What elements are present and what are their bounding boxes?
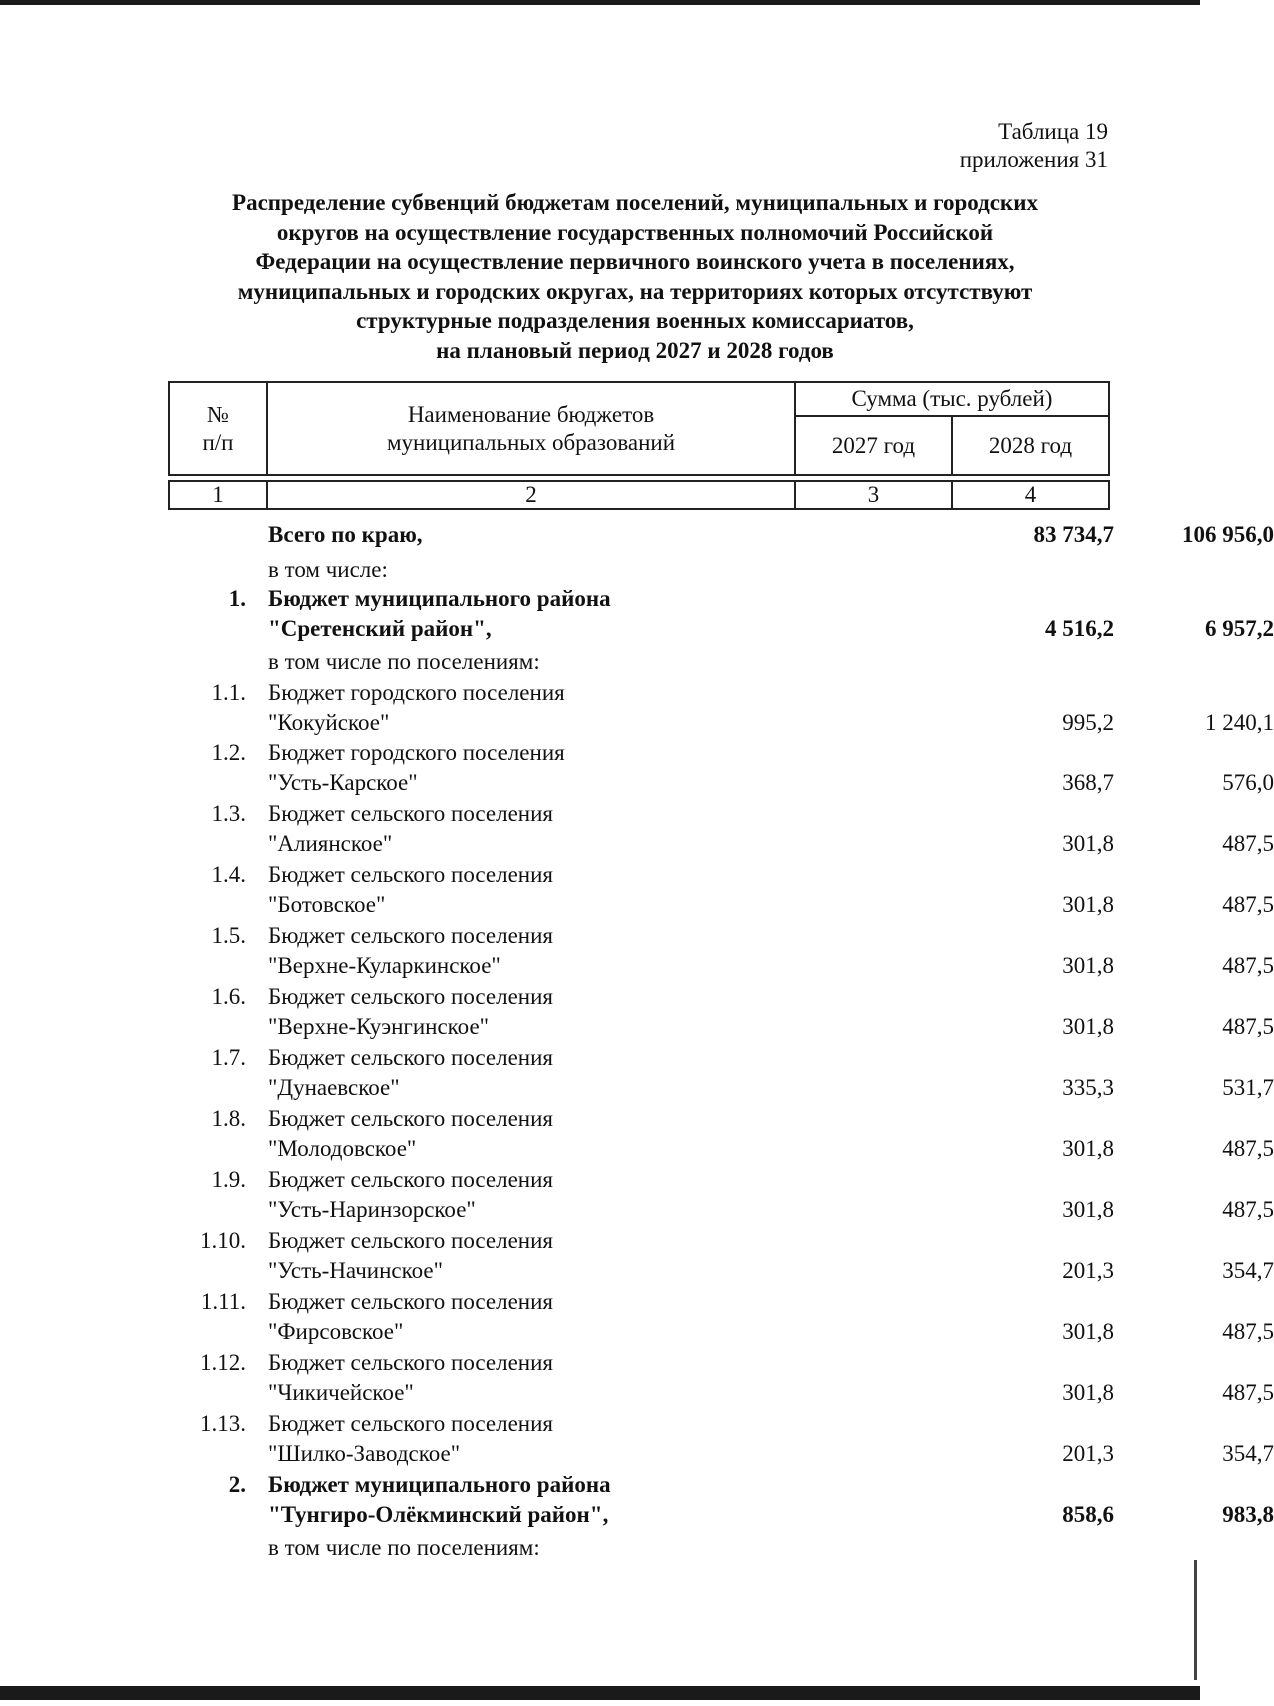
title-line: округов на осуществление государственных полномочий Российской bbox=[276, 219, 994, 245]
header-sum: Сумма (тыс. рублей) bbox=[795, 382, 1109, 416]
header-number: № п/п bbox=[169, 382, 267, 475]
column-number-4: 4 bbox=[952, 481, 1109, 509]
header-year-2027: 2027 год bbox=[795, 416, 952, 475]
appendix-label: приложения 31 bbox=[959, 147, 1108, 172]
scan-right-edge bbox=[1194, 1560, 1197, 1680]
table-reference bbox=[960, 118, 1108, 174]
column-number-1: 1 bbox=[169, 481, 267, 509]
header-name: Наименование бюджетов муниципальных образований bbox=[267, 382, 795, 475]
scan-bottom-edge bbox=[0, 1686, 1200, 1700]
header-year-2028: 2028 год bbox=[952, 416, 1109, 475]
document-title bbox=[170, 188, 1100, 365]
table-label: Таблица 19 bbox=[998, 119, 1108, 144]
title-line: на плановый период 2027 и 2028 годов bbox=[436, 337, 834, 363]
title-line: Федерации на осуществление первичного воинского учета в поселениях, bbox=[255, 249, 1015, 274]
column-number-3: 3 bbox=[795, 481, 952, 509]
table-header bbox=[168, 381, 1110, 510]
scan-top-edge bbox=[0, 0, 1200, 5]
column-number-2: 2 bbox=[267, 481, 795, 509]
title-line: муниципальных и городских округах, на территориях которых отсутствуют bbox=[237, 278, 1033, 304]
title-line: структурные подразделения военных комиссариатов, bbox=[356, 308, 914, 333]
title-line: Распределение субвенций бюджетам поселений, муниципальных и городских bbox=[232, 190, 1038, 215]
